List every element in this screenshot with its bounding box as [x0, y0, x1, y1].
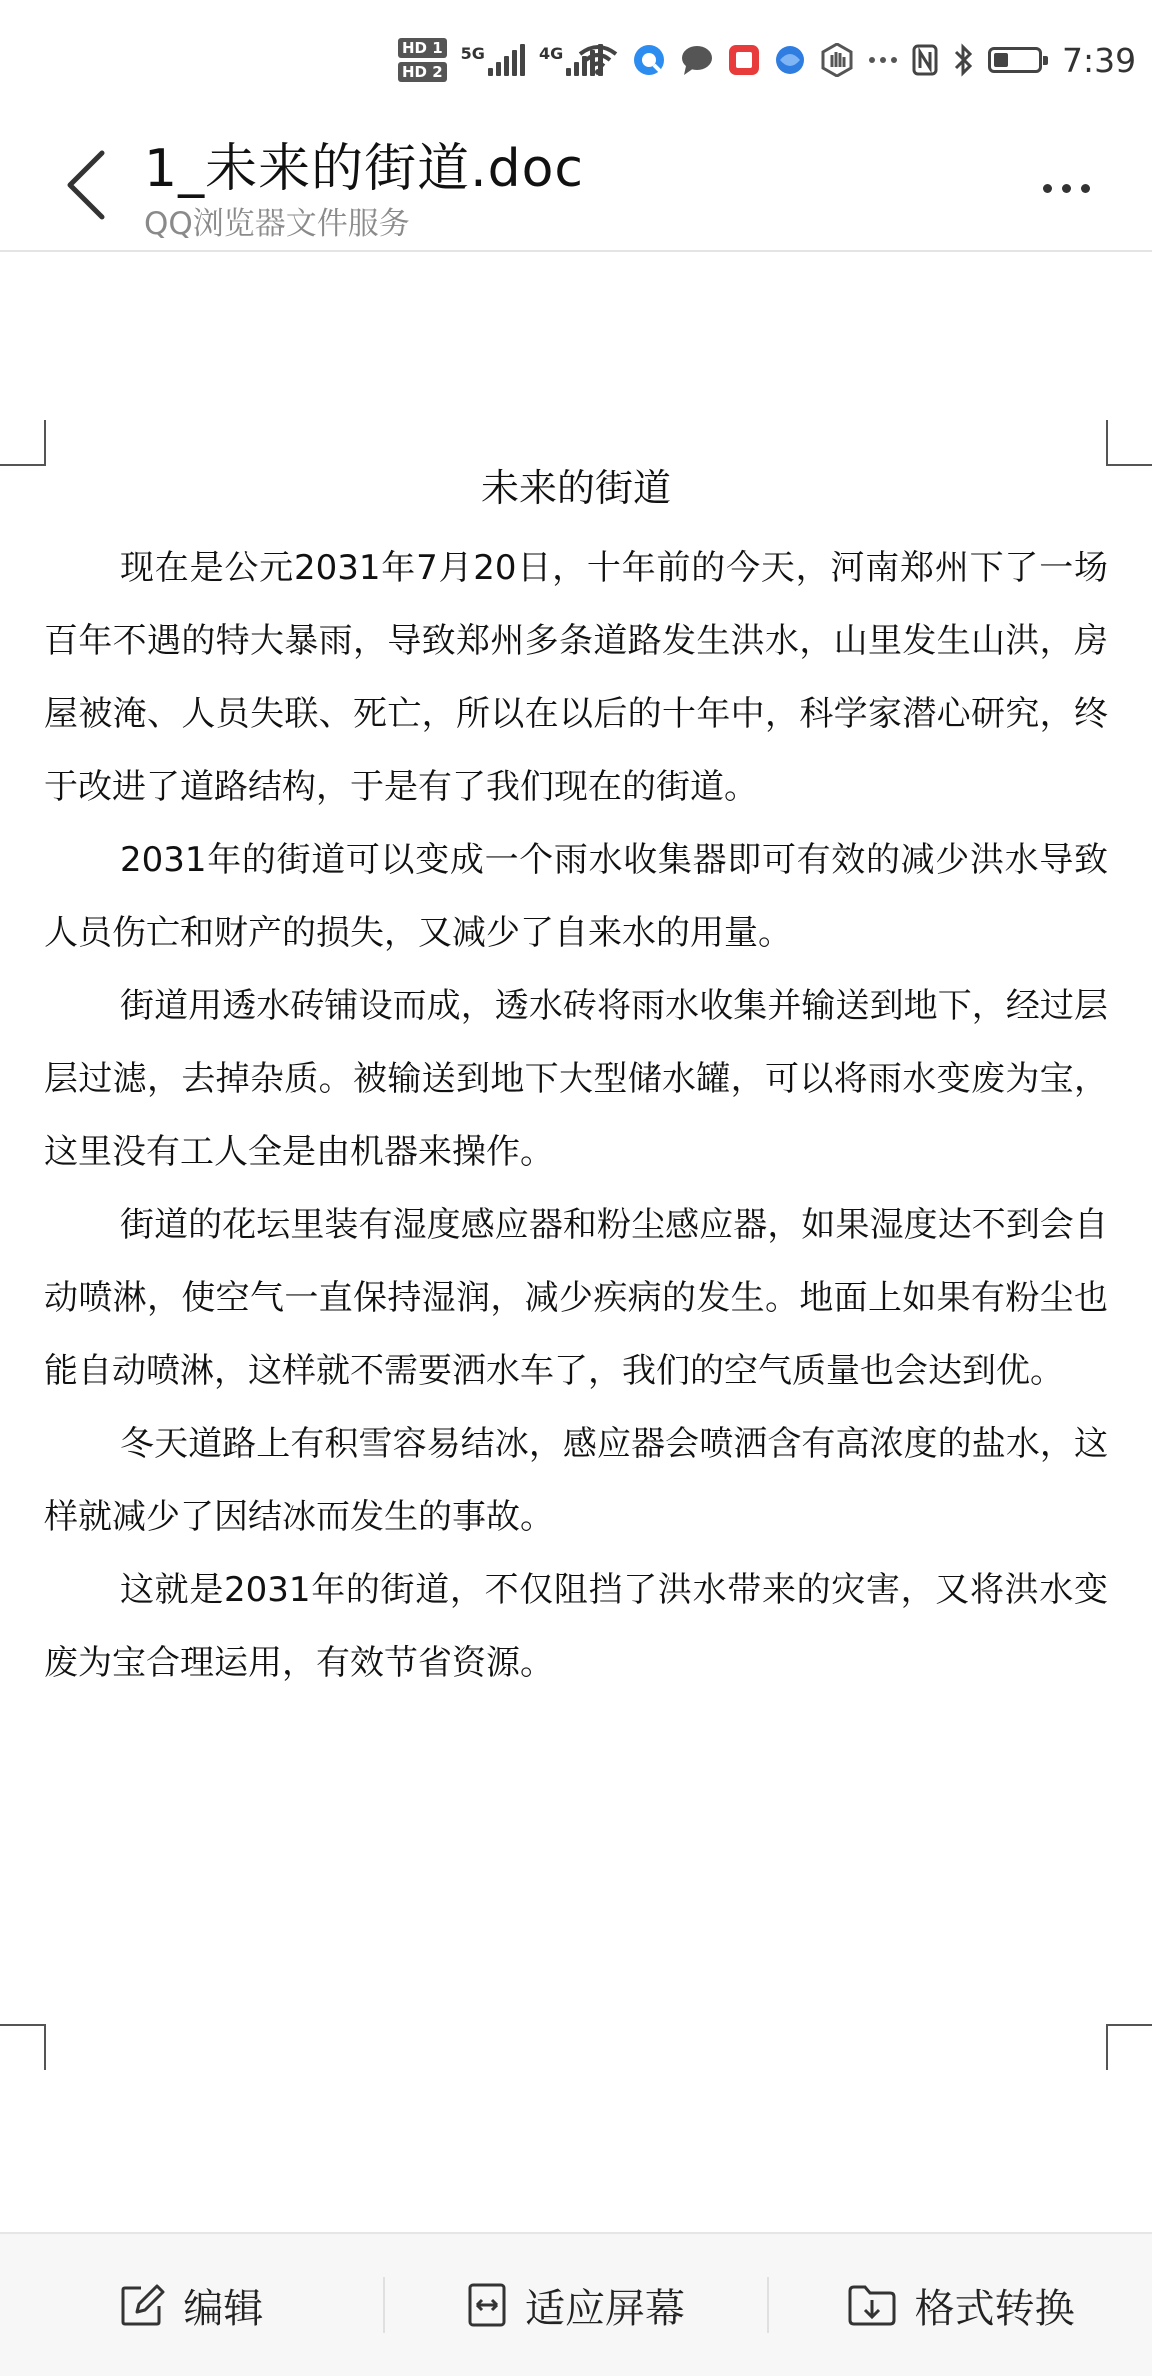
message-icon: [680, 44, 714, 76]
paragraph: 街道用透水砖铺设而成，透水砖将雨水收集并输送到地下，经过层层过滤，去掉杂质。被输送到地下大型储水罐，可以将雨水变废为宝，这里没有工人全是由机器来操作。: [44, 986, 1108, 1172]
signal-bars-icon: [488, 44, 525, 76]
document-heading: 未来的街道: [480, 466, 671, 510]
battery-icon: [988, 47, 1042, 73]
format-convert-label: 格式转换: [914, 2285, 1075, 2332]
wifi-icon: [578, 44, 618, 76]
status-bar: [0, 0, 1152, 118]
paragraph: 冬天道路上有积雪容易结冰，感应器会喷洒含有高浓度的盐水，这样就减少了因结冰而发生的事故。: [44, 1424, 1108, 1537]
hd-indicator: [398, 38, 447, 82]
paragraph: 2031年的街道可以变成一个雨水收集器即可有效的减少洪水导致人员伤亡和财产的损失，又减少了自来水的用量。: [44, 840, 1108, 953]
status-bar-network: [398, 30, 603, 90]
page-corner-mark: [0, 420, 46, 466]
status-bar-icons: [578, 30, 1136, 90]
signal-5g: 5G: [461, 44, 525, 76]
hand-icon: [820, 43, 854, 77]
more-options-button[interactable]: [1026, 158, 1106, 218]
qq-browser-icon: [632, 43, 666, 77]
hd2-badge: HD 2: [398, 62, 447, 82]
fit-screen-button[interactable]: [385, 2234, 768, 2376]
battery-level: [994, 53, 1008, 67]
back-arrow-icon: [64, 149, 108, 221]
nfc-icon: [912, 44, 938, 76]
page-corner-mark: [0, 2024, 46, 2070]
document-title: 1_未来的街道.doc: [144, 139, 585, 199]
page-corner-mark: [1106, 420, 1152, 466]
fit-screen-label: 适应屏幕: [525, 2285, 685, 2332]
edit-label: 编辑: [183, 2285, 264, 2332]
document-source: QQ浏览器文件服务: [144, 206, 410, 242]
document-view[interactable]: [0, 252, 1152, 2232]
blue-app-icon: [774, 44, 806, 76]
paragraph: 现在是公元2031年7月20日，十年前的今天，河南郑州下了一场百年不遇的特大暴雨，导致郑州多条道路发生洪水，山里发生山洪，房屋被淹、人员失联、死亡，所以在以后的十年中，科学家潜心研究，终于改进了道路结构，于是有了我们现在的街道。: [44, 548, 1108, 807]
signal-4g: 4G: [539, 44, 603, 76]
fit-screen-icon: [467, 2282, 507, 2328]
more-dot-icon: [1062, 184, 1071, 193]
hd1-badge: HD 1: [398, 38, 447, 58]
page-corner-mark: [1106, 2024, 1152, 2070]
document-body: [44, 464, 1108, 1700]
format-convert-button[interactable]: [769, 2234, 1152, 2376]
edit-button[interactable]: [0, 2234, 383, 2376]
paragraph: 街道的花坛里装有湿度感应器和粉尘感应器，如果湿度达不到会自动喷淋，使空气一直保持湿润，减少疾病的发生。地面上如果有粉尘也能自动喷淋，这样就不需要洒水车了，我们的空气质量也会达到优。: [44, 1205, 1108, 1391]
red-app-icon: [728, 44, 760, 76]
more-dot-icon: [1081, 184, 1090, 193]
bottom-toolbar: [0, 2232, 1152, 2376]
more-dots-icon: [868, 56, 898, 64]
edit-icon: [119, 2282, 165, 2328]
back-button[interactable]: [56, 140, 116, 230]
title-bar: [0, 118, 1152, 252]
more-dot-icon: [1043, 184, 1052, 193]
folder-download-icon: [847, 2283, 897, 2327]
paragraph: 这就是2031年的街道，不仅阻挡了洪水带来的灾害，又将洪水变废为宝合理运用，有效节省资源。: [44, 1570, 1108, 1683]
bluetooth-icon: [952, 43, 974, 77]
clock: 7:39: [1062, 40, 1137, 80]
